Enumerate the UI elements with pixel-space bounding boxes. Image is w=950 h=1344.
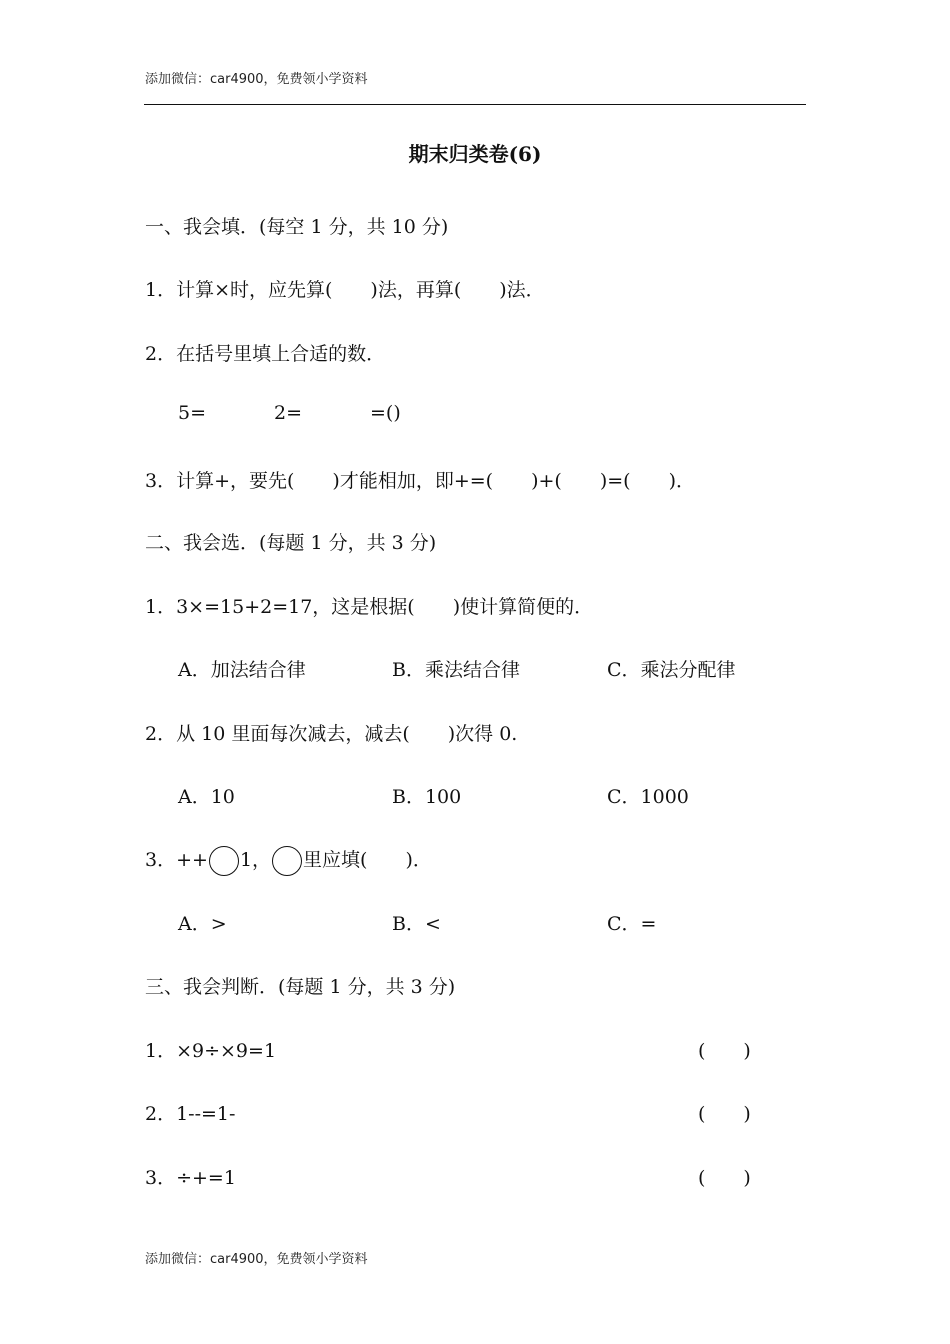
page-header: 添加微信：car4900，免费领小学资料	[145, 72, 368, 87]
page-title: 期末归类卷(6)	[408, 142, 542, 166]
header-rule	[144, 104, 806, 105]
s2-q3-prefix: 3．++	[145, 849, 208, 871]
s2-q2-option-c: C．1000	[607, 786, 689, 808]
s2-q1-option-b: B．乘法结合律	[392, 659, 520, 681]
section2-heading: 二、我会选．(每题 1 分，共 3 分)	[145, 532, 437, 554]
s2-q3-option-c: C．=	[607, 913, 657, 935]
section1-heading: 一、我会填．(每空 1 分，共 10 分)	[145, 216, 449, 238]
s2-q3-option-b: B．<	[392, 913, 441, 935]
s1-question-2: 2．在括号里填上合适的数．	[145, 343, 386, 365]
s3-item-2: 2．1--=1-	[145, 1103, 236, 1125]
section3-heading: 三、我会判断．(每题 1 分，共 3 分)	[145, 976, 456, 998]
s3-answer-paren-3: ( )	[698, 1167, 751, 1189]
s1-q2-part-b: 2=	[274, 402, 303, 424]
s2-q3-mid: 1，	[239, 849, 272, 871]
s2-q3-suffix: 里应填( )．	[303, 849, 432, 871]
s1-q2-part-a: 5=	[178, 402, 207, 424]
s2-q3-option-a: A．>	[178, 913, 227, 935]
s2-q2-option-a: A．10	[178, 786, 235, 808]
s3-item-1: 1．×9÷×9=1	[145, 1040, 277, 1062]
s2-question-3	[145, 845, 432, 876]
s2-q1-option-c: C．乘法分配律	[607, 659, 736, 681]
s1-q2-part-c: =()	[370, 402, 401, 424]
s3-item-3: 3．÷+=1	[145, 1167, 236, 1189]
s1-question-3: 3．计算+，要先( )才能相加，即+=( )+( )=( )．	[145, 470, 695, 492]
s2-q1-option-a: A．加法结合律	[178, 659, 306, 681]
circle-blank-icon	[209, 846, 239, 876]
s3-answer-paren-1: ( )	[698, 1040, 751, 1062]
page-footer: 添加微信：car4900，免费领小学资料	[145, 1252, 368, 1267]
s3-answer-paren-2: ( )	[698, 1103, 751, 1125]
s2-question-2: 2．从 10 里面每次减去，减去( )次得 0.	[145, 723, 518, 745]
s2-question-1: 1．3×=15+2=17，这是根据( )使计算简便的．	[145, 596, 594, 618]
circle-blank-icon	[272, 846, 302, 876]
s1-question-1: 1．计算×时，应先算( )法，再算( )法．	[145, 279, 545, 301]
s2-q2-option-b: B．100	[392, 786, 462, 808]
